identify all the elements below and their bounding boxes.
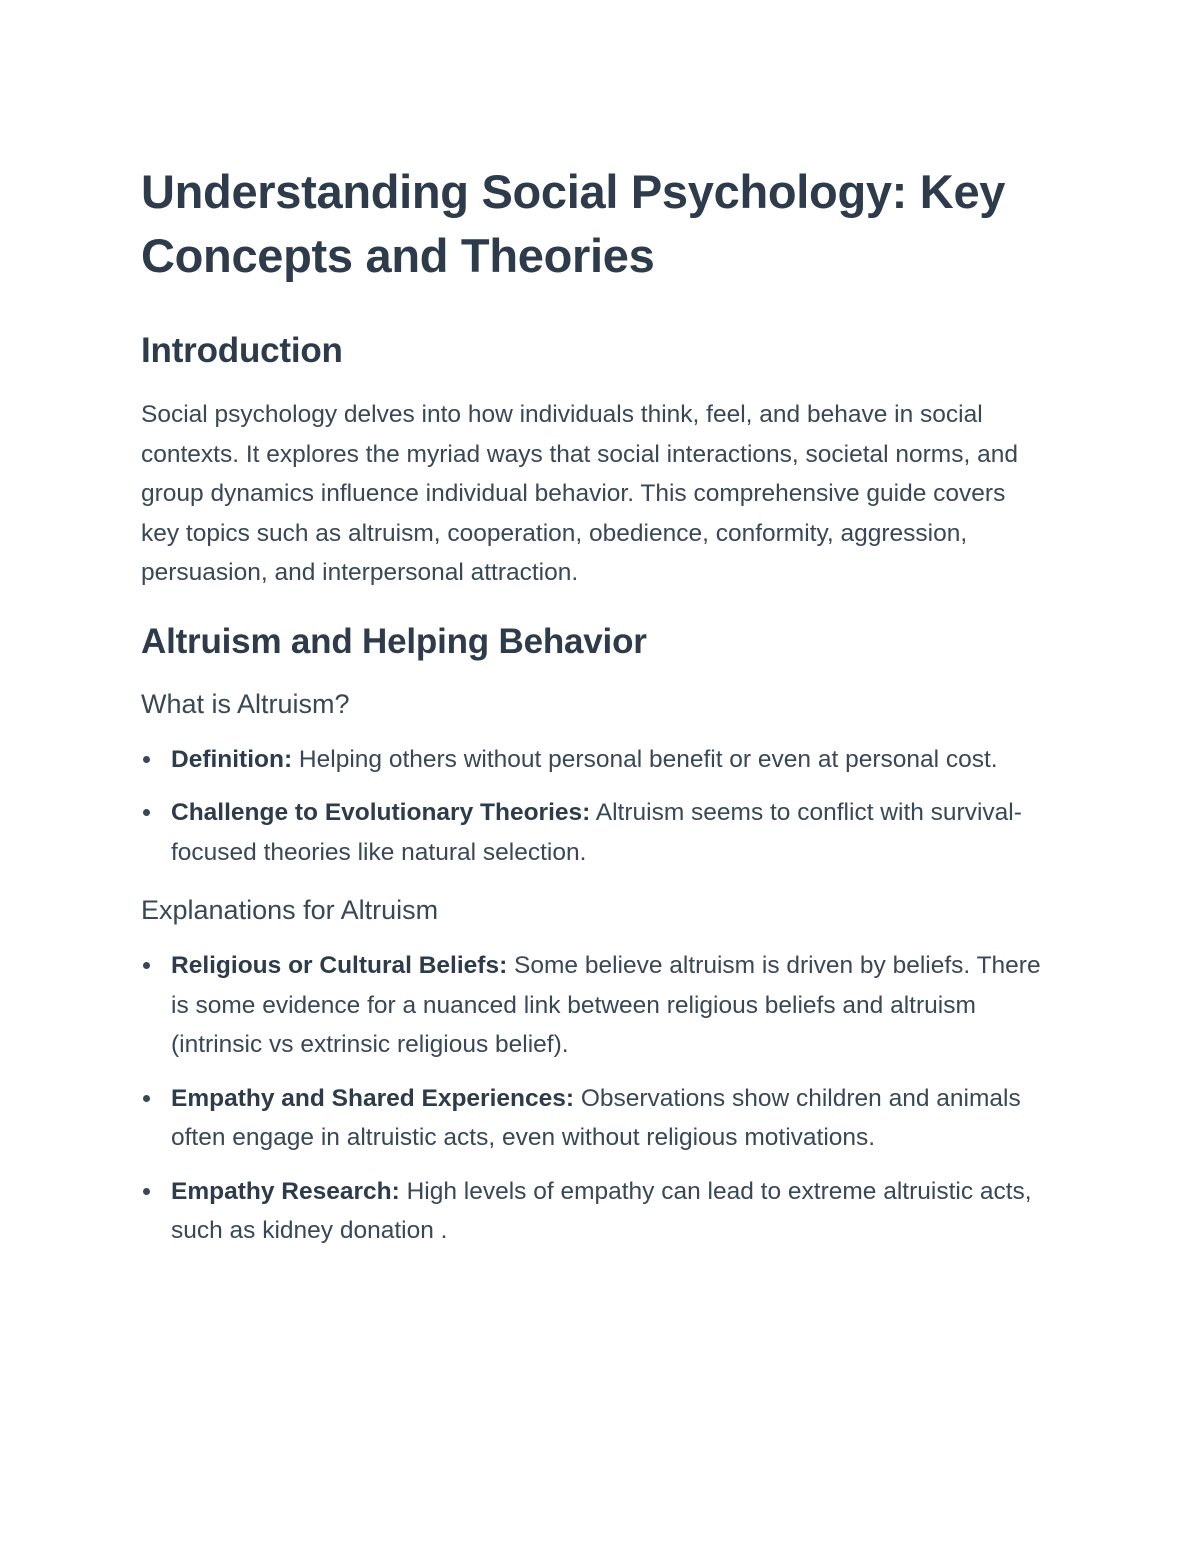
bullet-icon <box>143 809 150 816</box>
explanations-heading: Explanations for Altruism <box>141 895 439 925</box>
explanations-list <box>141 946 1061 1251</box>
bullet-text: High levels of empathy can lead to extreme altruistic acts, such as kidney donation . <box>171 1177 1032 1244</box>
introduction-heading: Introduction <box>141 331 343 370</box>
bullet-term: Definition: <box>171 745 293 773</box>
bullet-term: Religious or Cultural Beliefs: <box>171 952 508 979</box>
what-is-altruism-heading: What is Altruism? <box>141 688 350 719</box>
document-page <box>141 160 1061 1251</box>
bullet-icon <box>143 1188 150 1195</box>
bullet-icon <box>143 1095 150 1102</box>
bullet-text: Helping others without personal benefit or even at personal cost. <box>292 745 998 773</box>
bullet-text: Some believe altruism is driven by beliefs. There is some evidence for a nuanced link between religious beliefs and altruism (intrinsic vs extrinsic religious belief). <box>171 952 1041 1058</box>
bullet-icon <box>143 756 150 763</box>
bullet-text: Observations show children and animals often engage in altruistic acts, even without religious motivations. <box>171 1084 1021 1151</box>
bullet-term: Empathy and Shared Experiences: <box>171 1084 575 1112</box>
what-is-altruism-list <box>141 740 1061 873</box>
document-title: Understanding Social Psychology: Key Concepts and Theories <box>141 165 1006 282</box>
bullet-icon <box>143 962 150 969</box>
list-item <box>141 1172 1061 1251</box>
bullet-text: Altruism seems to conflict with survival-focused theories like natural selection. <box>171 799 1022 866</box>
altruism-heading: Altruism and Helping Behavior <box>141 621 647 661</box>
bullet-term: Challenge to Evolutionary Theories: <box>171 799 591 826</box>
list-item <box>141 1079 1061 1158</box>
list-item <box>141 740 1061 780</box>
introduction-paragraph: Social psychology delves into how individuals think, feel, and behave in social contexts. It explores the myriad ways that social interactions, societal norms, and group dynamics influence individual behavior. This comprehensive guide covers key topics such as altruism, cooperation, obedience, conformity, aggression, persuasion, and interpersonal attraction. <box>141 401 1018 586</box>
list-item <box>141 793 1061 872</box>
bullet-term: Empathy Research: <box>171 1177 400 1205</box>
list-item <box>141 946 1061 1065</box>
